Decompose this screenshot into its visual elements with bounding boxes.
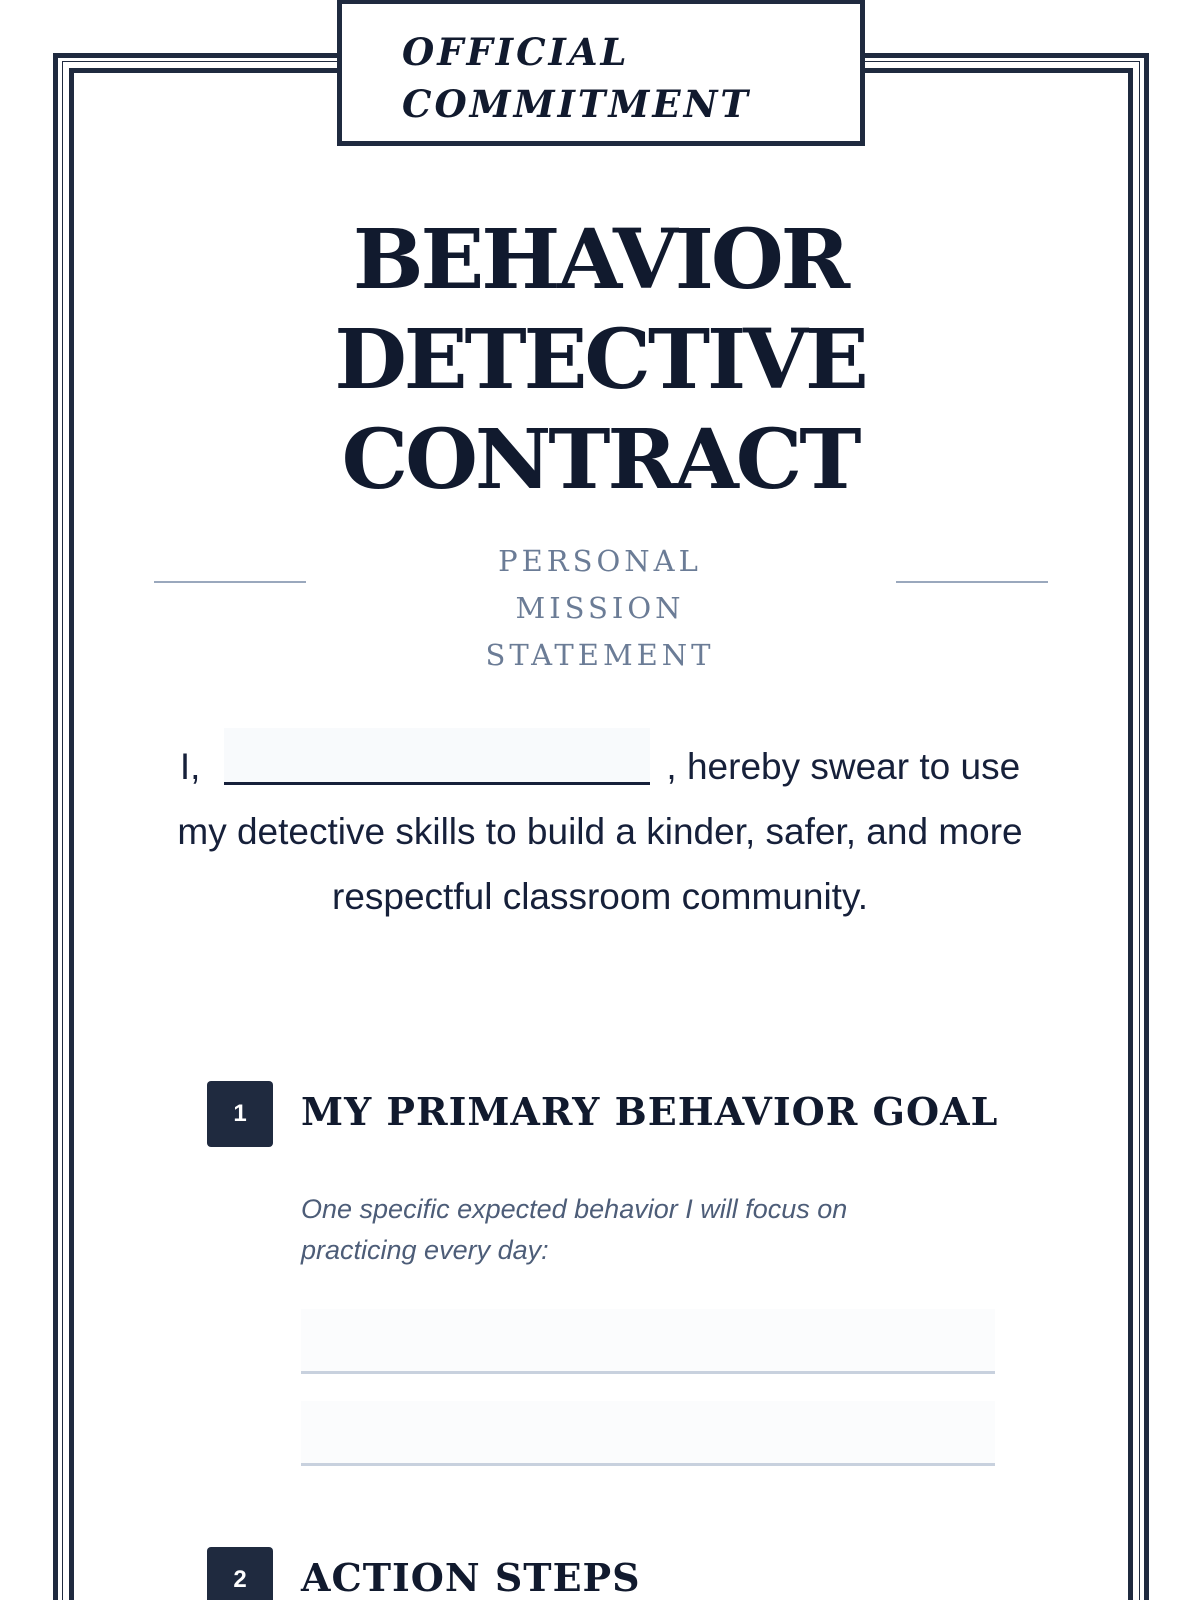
oath-statement [160, 728, 1040, 929]
subtitle-block [0, 538, 1200, 672]
subtitle-line-1: PERSONAL MISSION [498, 544, 702, 625]
title-line-1: BEHAVIOR [352, 212, 848, 308]
subtitle-line-2: STATEMENT [485, 638, 715, 672]
goal-write-line-1[interactable] [301, 1309, 995, 1374]
section-primary-goal [207, 1081, 1007, 1481]
subtitle-rule-left [154, 581, 306, 583]
goal-write-line-2[interactable] [301, 1401, 995, 1466]
title-line-3: CONTRACT [341, 412, 859, 508]
subtitle [420, 538, 780, 679]
oath-suffix: , hereby swear [666, 746, 910, 787]
page-title [0, 210, 1200, 510]
official-commitment-stamp [337, 0, 865, 146]
section-hint: One specific expected behavior I will focus on practicing every day: [301, 1194, 848, 1265]
section-number-badge: 1 [207, 1081, 273, 1147]
oath-body: to use my detective skills to build a kinder, safer, and more respectful classroom community. [177, 746, 1023, 917]
stamp-line-2: COMMITMENT [402, 82, 751, 126]
subtitle-rule-right [896, 581, 1048, 583]
title-line-2: DETECTIVE [334, 312, 866, 408]
stamp-text [402, 26, 751, 130]
stamp-line-1: OFFICIAL [402, 30, 630, 74]
section-action-steps [207, 1547, 1007, 1600]
section-title: ACTION STEPS [301, 1555, 641, 1600]
name-field[interactable] [224, 728, 650, 785]
section-number-badge: 2 [207, 1547, 273, 1600]
section-title: MY PRIMARY BEHAVIOR GOAL [301, 1089, 999, 1134]
oath-prefix: I, [179, 746, 201, 787]
